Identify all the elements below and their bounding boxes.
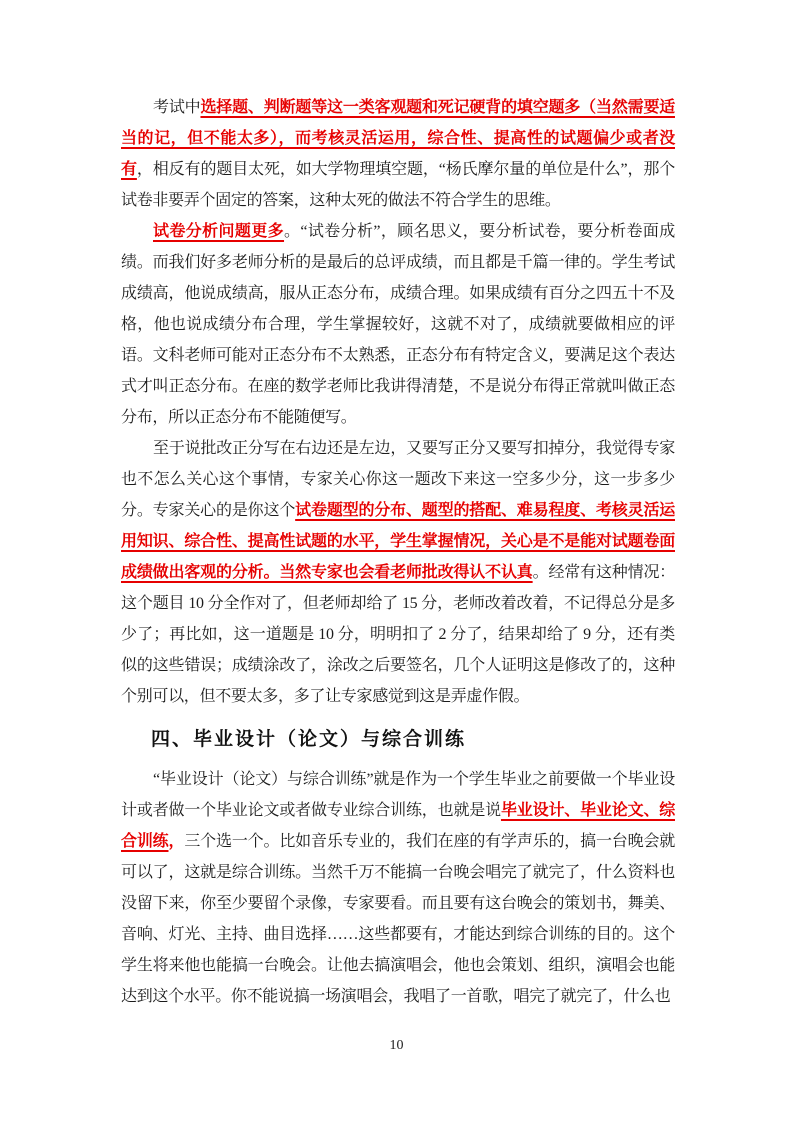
emphasis-run: 试卷题型的分布、题型的搭配、难易程度、考核灵活运用知识、综合性、提高性试题的水平，学生掌握情况，关心是不是能对试题卷面成绩做出客观的分析。当然专家也会看老师批改得认不认真 [121,502,675,581]
page-number: 10 [389,1038,404,1053]
paragraph [121,433,675,712]
paragraph [121,764,675,1012]
text-run: 。“试卷分析”，顾名思义，要分析试卷，要分析卷面成绩。而我们好多老师分析的是最后的总评成绩，而且都是千篇一律的。学生考试成绩高，他说成绩高，服从正态分布，成绩合理。如果成绩有百分之四五十不及格，他也说成绩分布合理，学生掌握较好，这就不对了，成绩就要做相应的评语。文科老师可能对正态分布不太熟悉，正态分布有特定含义，要满足这个表达式才叫正态分布。在座的数学老师比我讲得清楚，不是说分布得正常就叫做正态分布，所以正态分布不能随便写。 [121,223,675,426]
text-run: “毕业设计（论文）与综合训练”就是作为一个学生毕业之前要做一个毕业设计或者做一个毕业论文或者做专业综合训练，也就是说 [121,771,675,819]
document-body [121,92,675,1012]
emphasis-run: 选择题、判断题等这一类客观题和死记硬背的填空题多（当然需要适当的记，但不能太多），而考核灵活运用，综合性、提高性的试题偏少或者没有 [121,99,675,178]
text-run: 至于说批改正分写在右边还是左边，又要写正分又要写扣掉分，我觉得专家也不怎么关心这个事情，专家关心你这一题改下来这一空多少分，这一步多少分。专家关心的是你这个 [121,440,675,519]
emphasis-run: ， [168,833,185,850]
footer [0,1036,793,1054]
emphasis-run: 毕业设计、毕业论文、综合训练 [121,802,675,850]
paragraph [121,92,675,216]
text-run: 考试中 [153,99,201,116]
text-run: 。经常有这种情况：这个题目 10 分全作对了，但老师却给了 15 分，老师改着改着，不记得总分是多少了；再比如，这一道题是 10 分，明明扣了 2 分了，结果却给了 9 分，还有类似的这些错误；成绩涂改了，涂改之后要签名，几个人证明这是修改了的，这种个别可以，但不要太多，多了让专家感觉到这是弄虚作假。 [121,564,675,705]
text-run: ，相反有的题目太死，如大学物理填空题，“杨氏摩尔量的单位是什么”，那个试卷非要弄个固定的答案，这种太死的做法不符合学生的思维。 [121,161,675,209]
paragraph [121,216,675,433]
text-run: 三个选一个。比如音乐专业的，我们在座的有学声乐的，搞一台晚会就可以了，这就是综合训练。当然千万不能搞一台晚会唱完了就完了，什么资料也没留下来，你至少要留个录像，专家要看。而且要有这台晚会的策划书，舞美、音响、灯光、主持、曲目选择……这些都要有，才能达到综合训练的目的。这个学生将来他也能搞一台晚会。让他去搞演唱会，他也会策划、组织，演唱会也能达到这个水平。你不能说搞一场演唱会，我唱了一首歌，唱完了就完了，什么也 [121,833,676,1005]
emphasis-run: 试卷分析问题更多 [153,223,285,240]
section-heading: 四、毕业设计（论文）与综合训练 [151,729,467,750]
